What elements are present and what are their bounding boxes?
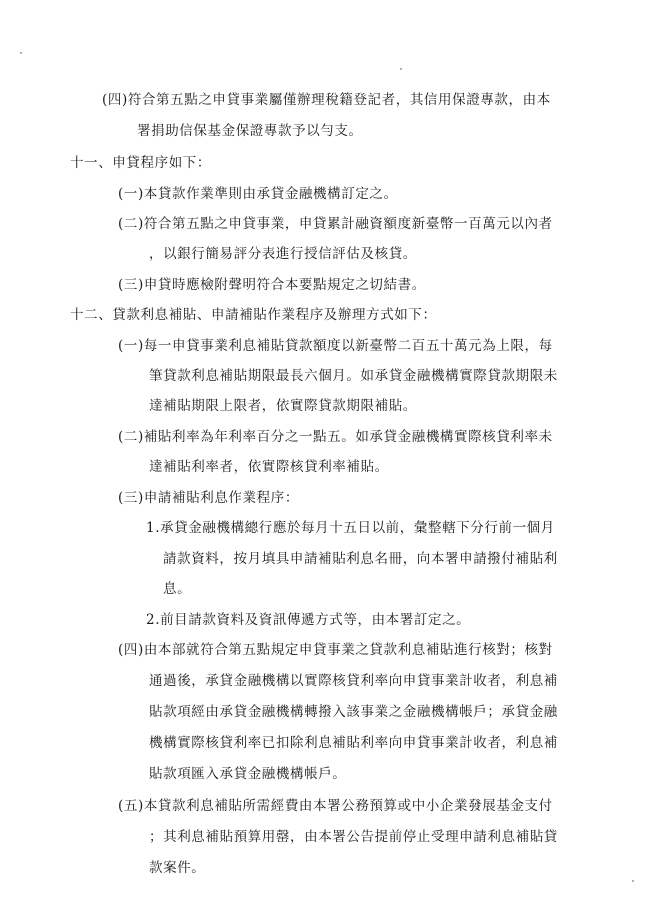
text-line: (四)由本部就符合第五點規定申貸事業之貸款利息補貼進行核對；核對 — [118, 642, 553, 658]
scan-speck — [400, 68, 402, 70]
text-line: (一)每一申貸事業利息補貼貸款額度以新臺幣二百五十萬元為上限，每 — [118, 338, 553, 354]
text-line: 通過後，承貸金融機構以實際核貸利率向申貸事業計收者，利息補 — [149, 673, 558, 689]
section-heading: 十二、貸款利息補貼、申請補貼作業程序及辦理方式如下： — [70, 307, 437, 323]
text-line: 筆貸款利息補貼期限最長六個月。如承貸金融機構實際貸款期限未 — [149, 368, 558, 384]
text-line: (三)申貸時應檢附聲明符合本要點規定之切結書。 — [118, 277, 426, 293]
scan-speck — [20, 52, 22, 54]
text-line: (三)申請補貼利息作業程序： — [118, 490, 299, 506]
text-line: 達補貼利率者，依實際核貸利率補貼。 — [149, 459, 389, 475]
text-line: (二)補貼利率為年利率百分之一點五。如承貸金融機構實際核貸利率未 — [118, 429, 553, 445]
text-line: 1.承貸金融機構總行應於每月十五日以前，彙整轄下分行前一個月 — [146, 520, 555, 536]
text-line: 機構實際核貸利率已扣除利息補貼利率向申貸事業計收者，利息補 — [149, 735, 558, 751]
text-line: 款案件。 — [149, 860, 206, 876]
text-line: 請款資料，按月填具申請補貼利息名冊，向本署申請撥付補貼利 — [163, 551, 558, 567]
text-line: ；其利息補貼預算用罄，由本署公告提前停止受理申請利息補貼貸 — [149, 829, 558, 845]
text-line: ，以銀行簡易評分表進行授信評估及核貸。 — [149, 246, 417, 262]
text-line: (五)本貸款利息補貼所需經費由本署公務預算或中小企業發展基金支付 — [118, 798, 553, 814]
text-line: (四)符合第五點之申貸事業屬僅辦理稅籍登記者，其信用保證專款，由本 — [102, 92, 551, 108]
text-line: 2.前目請款資料及資訊傳遞方式等，由本署訂定之。 — [146, 612, 471, 628]
text-line: 息。 — [163, 581, 192, 597]
text-line: (二)符合第五點之申貸事業，申貸累計融資額度新臺幣一百萬元以內者 — [118, 216, 553, 232]
text-line: 貼款項匯入承貸金融機構帳戶。 — [149, 766, 347, 782]
text-line: 署捐助信保基金保證專款予以勻支。 — [137, 123, 363, 139]
text-line: 貼款項經由承貸金融機構轉撥入該事業之金融機構帳戶；承貸金融 — [149, 704, 558, 720]
section-heading: 十一、申貸程序如下： — [70, 155, 211, 171]
text-line: (一)本貸款作業準則由承貸金融機構訂定之。 — [118, 186, 398, 202]
scan-speck — [632, 880, 634, 882]
text-line: 達補貼期限上限者，依實際貸款期限補貼。 — [149, 398, 417, 414]
